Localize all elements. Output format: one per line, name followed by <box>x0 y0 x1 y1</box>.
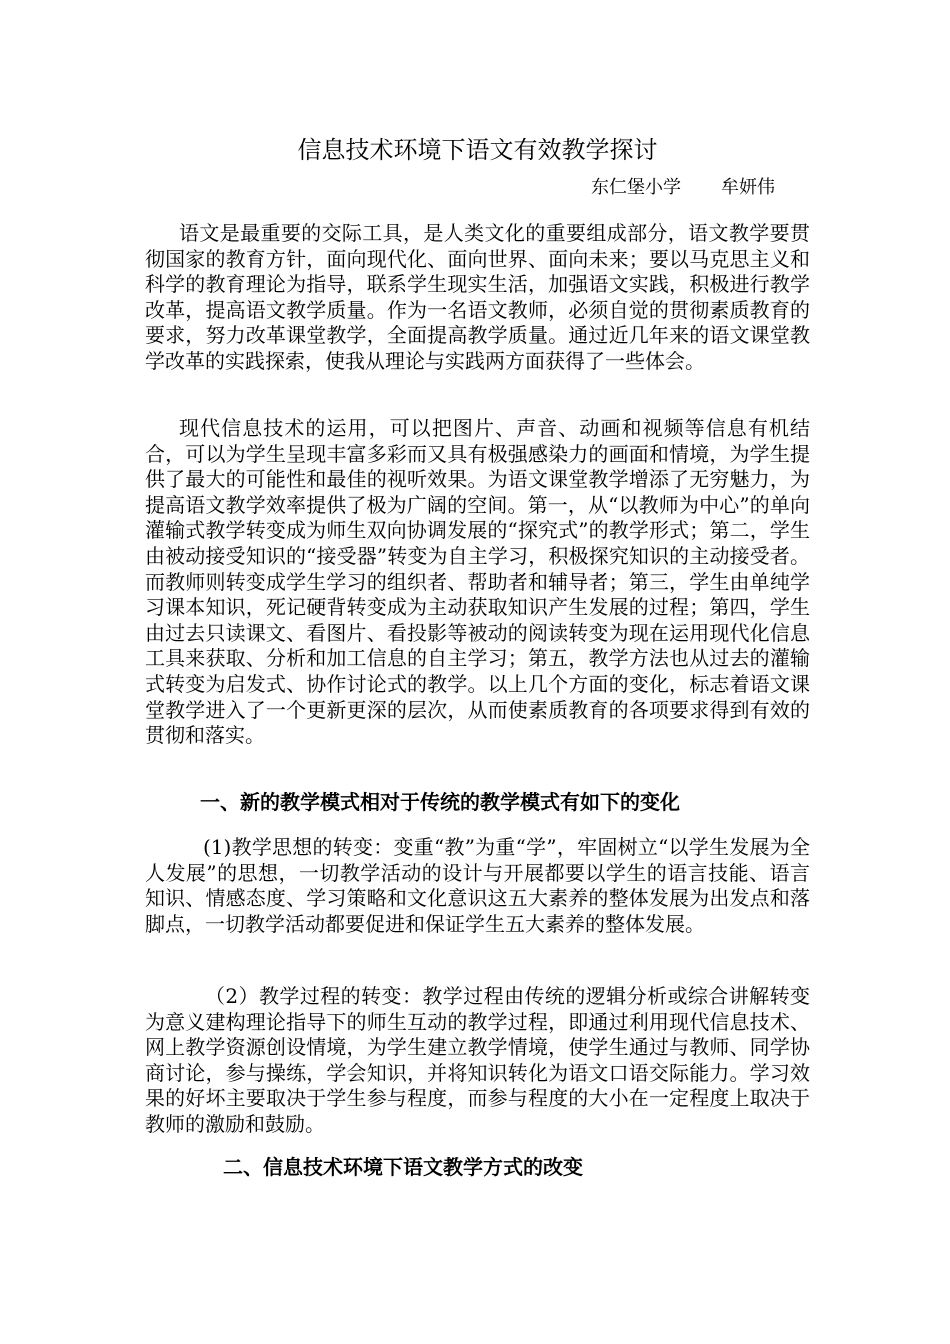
author-school: 东仁堡小学 <box>591 177 681 198</box>
document-title: 信息技术环境下语文有效教学探讨 <box>297 136 658 164</box>
section-heading: 二、信息技术环境下语文教学方式的改变 <box>223 1155 583 1179</box>
author-line <box>591 176 775 200</box>
body-paragraph: 现代信息技术的运用，可以把图片、声音、动画和视频等信息有机结合，可以为学生呈现丰富多彩而又具有极强感染力的画面和情境，为学生提供了最大的可能性和最佳的视听效果。为语文课堂教学增添了无穷魅力，为提高语文教学效率提供了极为广阔的空间。第一，从“以教师为中心”的单向灌输式教学转变成为师生双向协调发展的“探究式”的教学形式；第二，学生由被动接受知识的“接受器”转变为自主学习，积极探究知识的主动接受者。而教师则转变成学生学习的组织者、帮助者和辅导者；第三，学生由单纯学习课本知识，死记硬背转变成为主动获取知识产生发展的过程；第四，学生由过去只读课文、看图片、看投影等被动的阅读转变为现在运用现代化信息工具来获取、分析和加工信息的自主学习；第五，教学方法也从过去的灌输式转变为启发式、协作讨论式的教学。以上几个方面的变化，标志着语文课堂教学进入了一个更新更深的层次，从而使素质教育的各项要求得到有效的贯彻和落实。 <box>145 416 810 748</box>
author-name: 牟妍伟 <box>721 177 775 198</box>
section-heading: 一、新的教学模式相对于传统的教学模式有如下的变化 <box>200 790 680 814</box>
intro-paragraph: 语文是最重要的交际工具，是人类文化的重要组成部分，语文教学要贯彻国家的教育方针，面向现代化、面向世界、面向未来；要以马克思主义和科学的教育理论为指导，联系学生现实生活，加强语文实践，积极进行教学改革，提高语文教学质量。作为一名语文教师，必须自觉的贯彻素质教育的要求，努力改革课堂教学，全面提高教学质量。通过近几年来的语文课堂教学改革的实践探索，使我从理论与实践两方面获得了一些体会。 <box>145 221 810 373</box>
section-item: （2）教学过程的转变：教学过程由传统的逻辑分析或综合讲解转变为意义建构理论指导下的师生互动的教学过程，即通过利用现代信息技术、网上教学资源创设情境，为学生建立教学情境，使学生通过与教师、同学协商讨论，参与操练，学会知识，并将知识转化为语文口语交际能力。学习效果的好坏主要取决于学生参与程度，而参与程度的大小在一定程度上取决于教师的激励和鼓励。 <box>145 984 810 1136</box>
section-item: (1)教学思想的转变：变重“教”为重“学”，牢固树立“以学生发展为全人发展”的思想，一切教学活动的设计与开展都要以学生的语言技能、语言知识、情感态度、学习策略和文化意识这五大素养的整体发展为出发点和落脚点，一切教学活动都要促进和保证学生五大素养的整体发展。 <box>145 835 810 936</box>
